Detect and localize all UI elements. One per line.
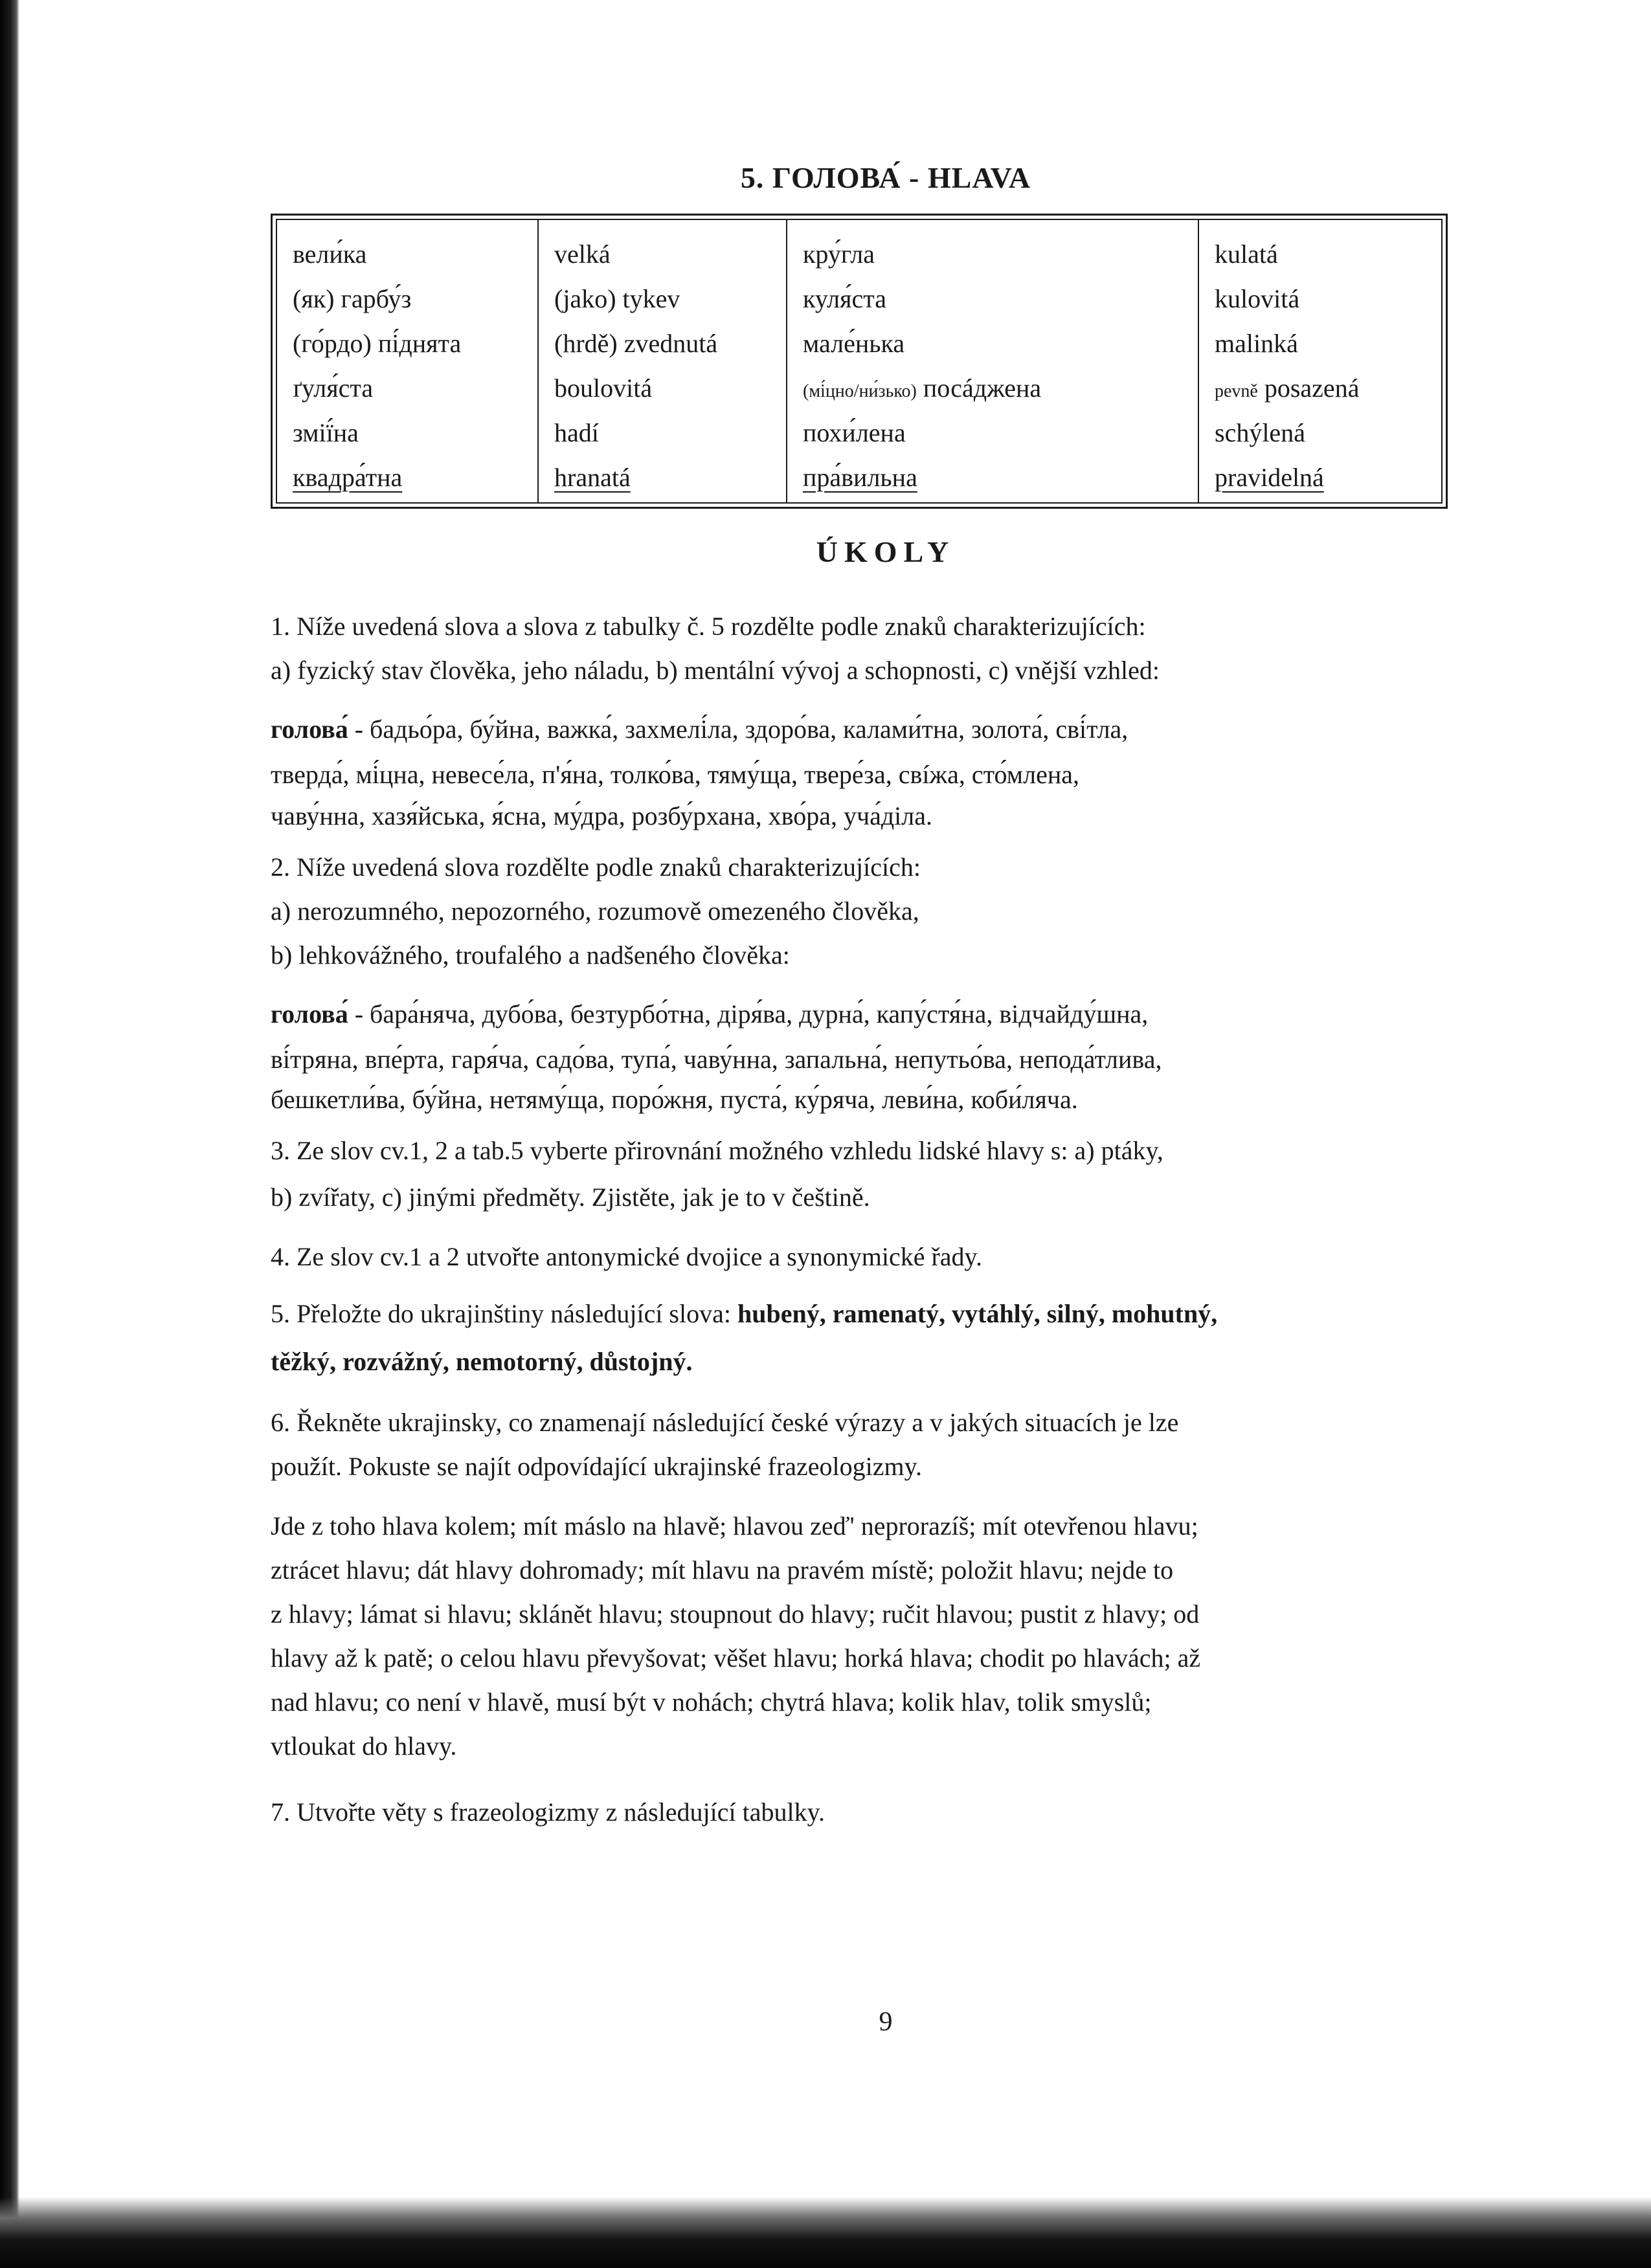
headword: голова́ (271, 999, 348, 1028)
table-cell: (hrdě) zvednutá (554, 329, 718, 358)
table-cell: (го́рдо) пі́днята (293, 329, 462, 358)
table-cell-prefix: (мі́цно/ни́зько) (803, 381, 917, 401)
task-6-phrases-line-4: hlavy až k patě; o celou hlavu převyšovat; věšet hlavu; horká hlava; chodit po hlavách; až (271, 1643, 1201, 1673)
table-cell: куля́ста (803, 284, 886, 313)
task-4-line: 4. Ze slov cv.1 a 2 utvořte antonymické dvojice a synonymické řady. (271, 1242, 982, 1271)
task-6-phrases-line-6: vtloukat do hlavy. (271, 1731, 457, 1761)
task-1-words-line-2: тверда́, мі́цна, невесе́ла, п'я́на, толко́ва, тяму́ща, твере́за, свíжа, сто́млена, (271, 760, 1079, 789)
task-3-line-1: 3. Ze slov cv.1, 2 a tab.5 vyberte přirovnání možného vzhledu lidské hlavy s: a) ptáky, (271, 1136, 1163, 1165)
scan-shadow-bottom (0, 2197, 1651, 2268)
scan-shadow-left (0, 0, 19, 2268)
table-cell (1215, 366, 1441, 410)
table-cell-prefix: pevně (1215, 381, 1258, 401)
table-cell: квадра́тна (293, 463, 403, 492)
task-2-words-line-1 (271, 992, 1501, 1037)
headword: голова́ (271, 715, 348, 744)
task-6-phrases-line-1: Jde z toho hlava kolem; mít máslo na hlavě; hlavou zeď' neprorazíš; mít otevřenou hlavu; (271, 1511, 1198, 1540)
task-5-intro: 5. Přeložte do ukrajinštiny následující slova: (271, 1299, 737, 1328)
table-cell: hranatá (554, 463, 631, 492)
table-cell: (jako) tykev (554, 284, 680, 313)
word-list: - бадьо́ра, бу́йна, важка́, захмелі́ла, здоро́ва, калами́тна, золота́, сві́тла, (348, 715, 1129, 744)
task-6-line-1: 6. Řekněte ukrajinsky, co znamenají následující české výrazy a v jakých situacích je lze (271, 1408, 1179, 1437)
task-6-phrases-line-3: z hlavy; lámat si hlavu; sklánět hlavu; stoupnout do hlavy; ručit hlavou; pustit z hlavy; od (271, 1599, 1200, 1629)
table-cell: (як) гарбу́з (293, 284, 412, 313)
table-cell: schýlená (1215, 418, 1305, 447)
word-list: - бара́няча, дубо́ва, безтурбо́тна, діря́ва, дурна́, капу́стя́на, відчайду́шна, (348, 999, 1149, 1028)
task-2-words-line-3: бешкетли́ва, бу́йна, нетяму́ща, поро́жня, пуста́, ку́ряча, леви́на, коби́ляча. (271, 1085, 1078, 1114)
task-5-line-1 (271, 1292, 1501, 1336)
table-column-czech-2 (1199, 220, 1441, 502)
table-column-ukrainian-1 (277, 220, 539, 502)
task-1-line-1: 1. Níže uvedená slova a slova z tabulky č. 5 rozdělte podle znaků charakterizujících: (271, 612, 1146, 641)
table-cell-word: posazená (1264, 373, 1360, 403)
task-1-words-line-3: чаву́нна, хазя́йська, я́сна, му́дра, розбу́рхана, хво́ра, уча́діла. (271, 801, 933, 830)
table-cell: pravidelná (1215, 463, 1324, 492)
task-5-line-2: těžký, rozvážný, nemotorný, důstojný. (271, 1347, 693, 1376)
table-cell: похи́лена (803, 418, 906, 447)
vocabulary-table (271, 214, 1448, 509)
task-2-line-2: a) nerozumného, nepozorného, rozumově omezeného člověka, (271, 896, 919, 926)
table-cell: velká (554, 239, 611, 269)
page-number: 9 (879, 2007, 893, 2037)
table-column-czech-1 (539, 220, 787, 502)
table-cell: змії́на (293, 418, 359, 447)
task-6-phrases-line-5: nad hlavu; co není v hlavě, musí být v nohách; chytrá hlava; kolik hlav, tolik smyslů; (271, 1687, 1152, 1717)
task-5-words: hubený, ramenatý, vytáhlý, silný, mohutný, (737, 1299, 1218, 1328)
task-2-line-3: b) lehkovážného, troufalého a nadšeného člověka: (271, 940, 790, 970)
table-column-ukrainian-2 (787, 220, 1199, 502)
table-cell: кру́гла (803, 239, 875, 269)
task-6-line-2: použít. Pokuste se najít odpovídající ukrajinské frazeologizmy. (271, 1452, 923, 1481)
table-cell: kulatá (1215, 239, 1278, 269)
page-title: 5. ГОЛОВА́ - HLAVA (740, 161, 1031, 194)
table-cell: hadí (554, 418, 599, 447)
task-1-line-2: a) fyzický stav člověka, jeho náladu, b) mentální vývoj a schopnosti, c) vnější vzhled: (271, 656, 1160, 685)
table-cell: вели́ка (293, 239, 367, 269)
table-cell: ґуля́ста (293, 373, 374, 403)
task-2-words-line-2: ві́тряна, впе́рта, гаря́ча, садо́ва, тупа́, чаву́нна, запальна́, непутьо́ва, непода́тлива, (271, 1045, 1162, 1074)
table-cell (803, 366, 1198, 410)
table-cell: мале́нька (803, 329, 905, 358)
task-3-line-2: b) zvířaty, c) jinými předměty. Zjistěte, jak je to v češtině. (271, 1183, 870, 1212)
table-cell: пра́вильна (803, 463, 917, 492)
task-1-words-line-1 (271, 707, 1501, 752)
task-7-line: 7. Utvořte věty s frazeologizmy z následující tabulky. (271, 1797, 826, 1827)
task-2-line-1: 2. Níže uvedená slova rozdělte podle znaků charakterizujících: (271, 852, 921, 882)
table-cell-word: посáджена (923, 373, 1042, 403)
table-cell: boulovitá (554, 373, 653, 403)
table-cell: malinká (1215, 329, 1298, 358)
task-6-phrases-line-2: ztrácet hlavu; dát hlavy dohromady; mít hlavu na pravém místě; položit hlavu; nejde to (271, 1555, 1174, 1584)
section-title-tasks: ÚKOLY (816, 535, 956, 568)
table-cell: kulovitá (1215, 284, 1300, 313)
